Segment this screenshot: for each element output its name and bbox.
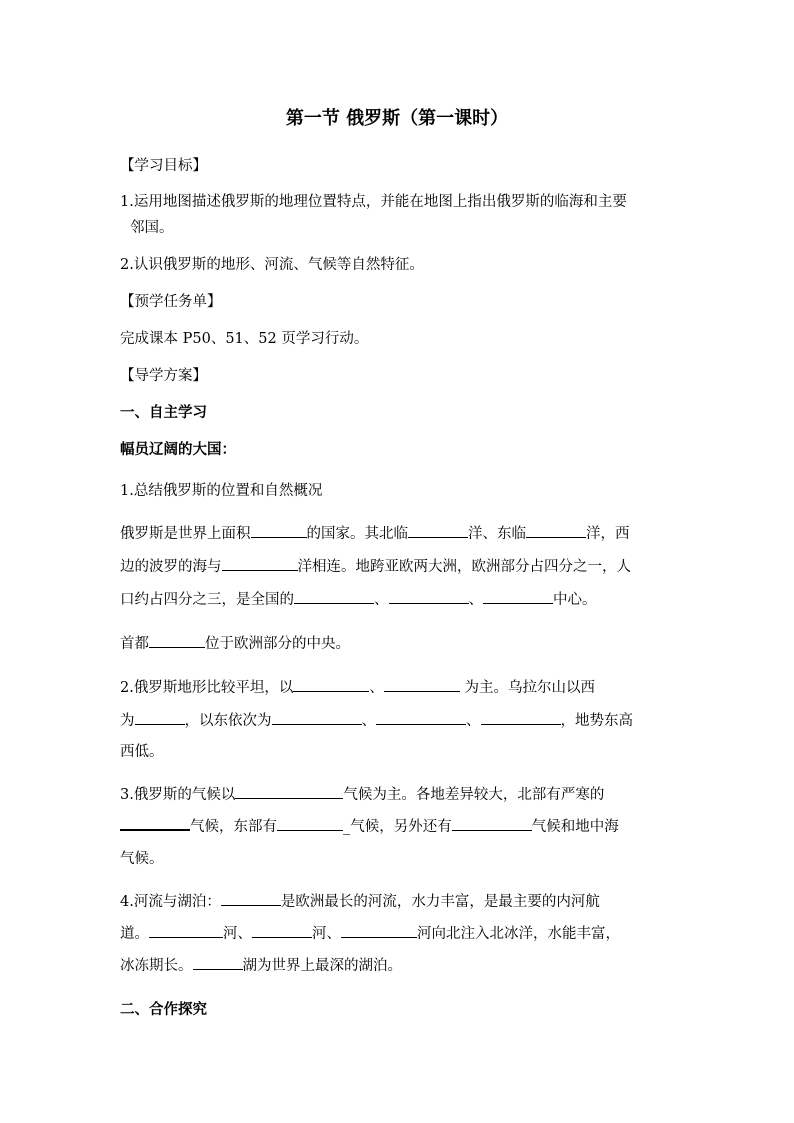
fill-blank[interactable] — [252, 923, 312, 938]
goal-2: 2.认识俄罗斯的地形、河流、气候等自然特征。 — [120, 257, 424, 273]
fill-blank[interactable] — [149, 923, 223, 938]
q4-text: 4.河流与湖泊： — [120, 894, 221, 910]
q1-text: 位于欧洲部分的中央。 — [205, 636, 350, 652]
fill-blank[interactable] — [452, 816, 532, 831]
fill-blank[interactable] — [235, 784, 343, 799]
goals-header: 【学习目标】 — [120, 158, 207, 174]
fill-blank[interactable] — [376, 710, 466, 725]
q2-text: 为主。乌拉尔山以西 — [459, 680, 595, 696]
fill-blank[interactable] — [221, 891, 281, 906]
q4-text: 河向北注入北冰洋，水能丰富， — [417, 926, 620, 942]
q1-text: 的国家。其北临 — [306, 526, 408, 542]
q1-line-1 — [120, 522, 630, 543]
q4-line-2 — [120, 922, 620, 943]
q1-text: 洋相连。地跨亚欧两大洲，欧洲部分占四分之一，人 — [297, 559, 631, 575]
q1-text: 洋、东临 — [468, 526, 526, 542]
fill-blank[interactable] — [294, 589, 374, 604]
section-2-heading: 二、合作探究 — [120, 1002, 207, 1018]
q3-line-1 — [120, 783, 604, 804]
q3-text: 3.俄罗斯的气候以 — [120, 787, 236, 803]
q1-text: 中心。 — [553, 592, 597, 608]
q2-text: 、 — [466, 713, 481, 729]
q2-text: ，以东依次为 — [184, 713, 272, 729]
fill-blank[interactable] — [272, 710, 362, 725]
q1-text: 、 — [374, 592, 389, 608]
fill-blank[interactable] — [389, 589, 469, 604]
fill-blank[interactable] — [341, 923, 417, 938]
q4-text: 河、 — [223, 926, 252, 942]
fill-blank[interactable] — [222, 556, 298, 571]
question-1-title: 1.总结俄罗斯的位置和自然概况 — [120, 483, 323, 499]
fill-blank[interactable] — [193, 955, 243, 970]
goal-1-line-2: 邻国。 — [130, 220, 174, 236]
fill-blank[interactable] — [277, 816, 343, 831]
q1-text: 、 — [468, 592, 483, 608]
q3-text: 气候和地中海 — [531, 819, 619, 835]
q4-line-3 — [120, 954, 402, 975]
fill-blank[interactable] — [149, 633, 205, 648]
page-title: 第一节 俄罗斯（第一课时） — [285, 108, 509, 129]
fill-blank[interactable] — [251, 523, 307, 538]
fill-blank[interactable] — [293, 677, 369, 692]
guide-header: 【导学方案】 — [120, 368, 207, 384]
fill-blank[interactable] — [120, 815, 190, 831]
q1-text: 俄罗斯是世界上面积 — [120, 526, 251, 542]
q2-text: 、 — [361, 713, 376, 729]
subtitle: 幅员辽阔的大国： — [120, 442, 236, 458]
q2-line-2 — [120, 709, 633, 730]
section-1-heading: 一、自主学习 — [120, 405, 207, 421]
fill-blank[interactable] — [135, 710, 185, 725]
preview-header: 【预学任务单】 — [120, 294, 222, 310]
q1-text: 口约占四分之三，是全国的 — [120, 592, 294, 608]
q2-line-1 — [120, 676, 595, 697]
q1-line-4 — [120, 632, 350, 653]
q4-text: 冰冻期长。 — [120, 958, 193, 974]
q3-text: 气候，东部有 — [190, 819, 277, 835]
q4-text: 河、 — [312, 926, 341, 942]
fill-blank[interactable] — [483, 589, 553, 604]
q3-line-3: 气候。 — [120, 851, 164, 867]
q1-text: 洋，西 — [586, 526, 630, 542]
q3-text: _气候，另外还有 — [343, 819, 452, 835]
q1-text: 首都 — [120, 636, 149, 652]
q3-line-2 — [120, 815, 619, 836]
fill-blank[interactable] — [526, 523, 586, 538]
q3-text: 气候为主。各地差异较大，北部有严寒的 — [343, 787, 605, 803]
fill-blank[interactable] — [384, 677, 460, 692]
q4-line-1 — [120, 890, 600, 911]
q4-text: 是欧洲最长的河流，水力丰富，是最主要的内河航 — [280, 894, 600, 910]
q4-text: 湖为世界上最深的湖泊。 — [242, 958, 402, 974]
q4-text: 道。 — [120, 926, 149, 942]
q2-text: 2.俄罗斯地形比较平坦，以 — [120, 680, 294, 696]
fill-blank[interactable] — [481, 710, 561, 725]
q2-text: 为 — [120, 713, 135, 729]
goal-1-line-1: 1.运用地图描述俄罗斯的地理位置特点，并能在地图上指出俄罗斯的临海和主要 — [120, 194, 627, 210]
preview-text: 完成课本 P50、51、52 页学习行动。 — [120, 331, 369, 347]
q1-line-3 — [120, 588, 597, 609]
q2-text: 、 — [369, 680, 384, 696]
fill-blank[interactable] — [408, 523, 468, 538]
q2-line-3: 西低。 — [120, 744, 164, 760]
q1-text: 边的波罗的海与 — [120, 559, 222, 575]
q1-line-2 — [120, 555, 631, 576]
q2-text: ，地势东高 — [560, 713, 633, 729]
